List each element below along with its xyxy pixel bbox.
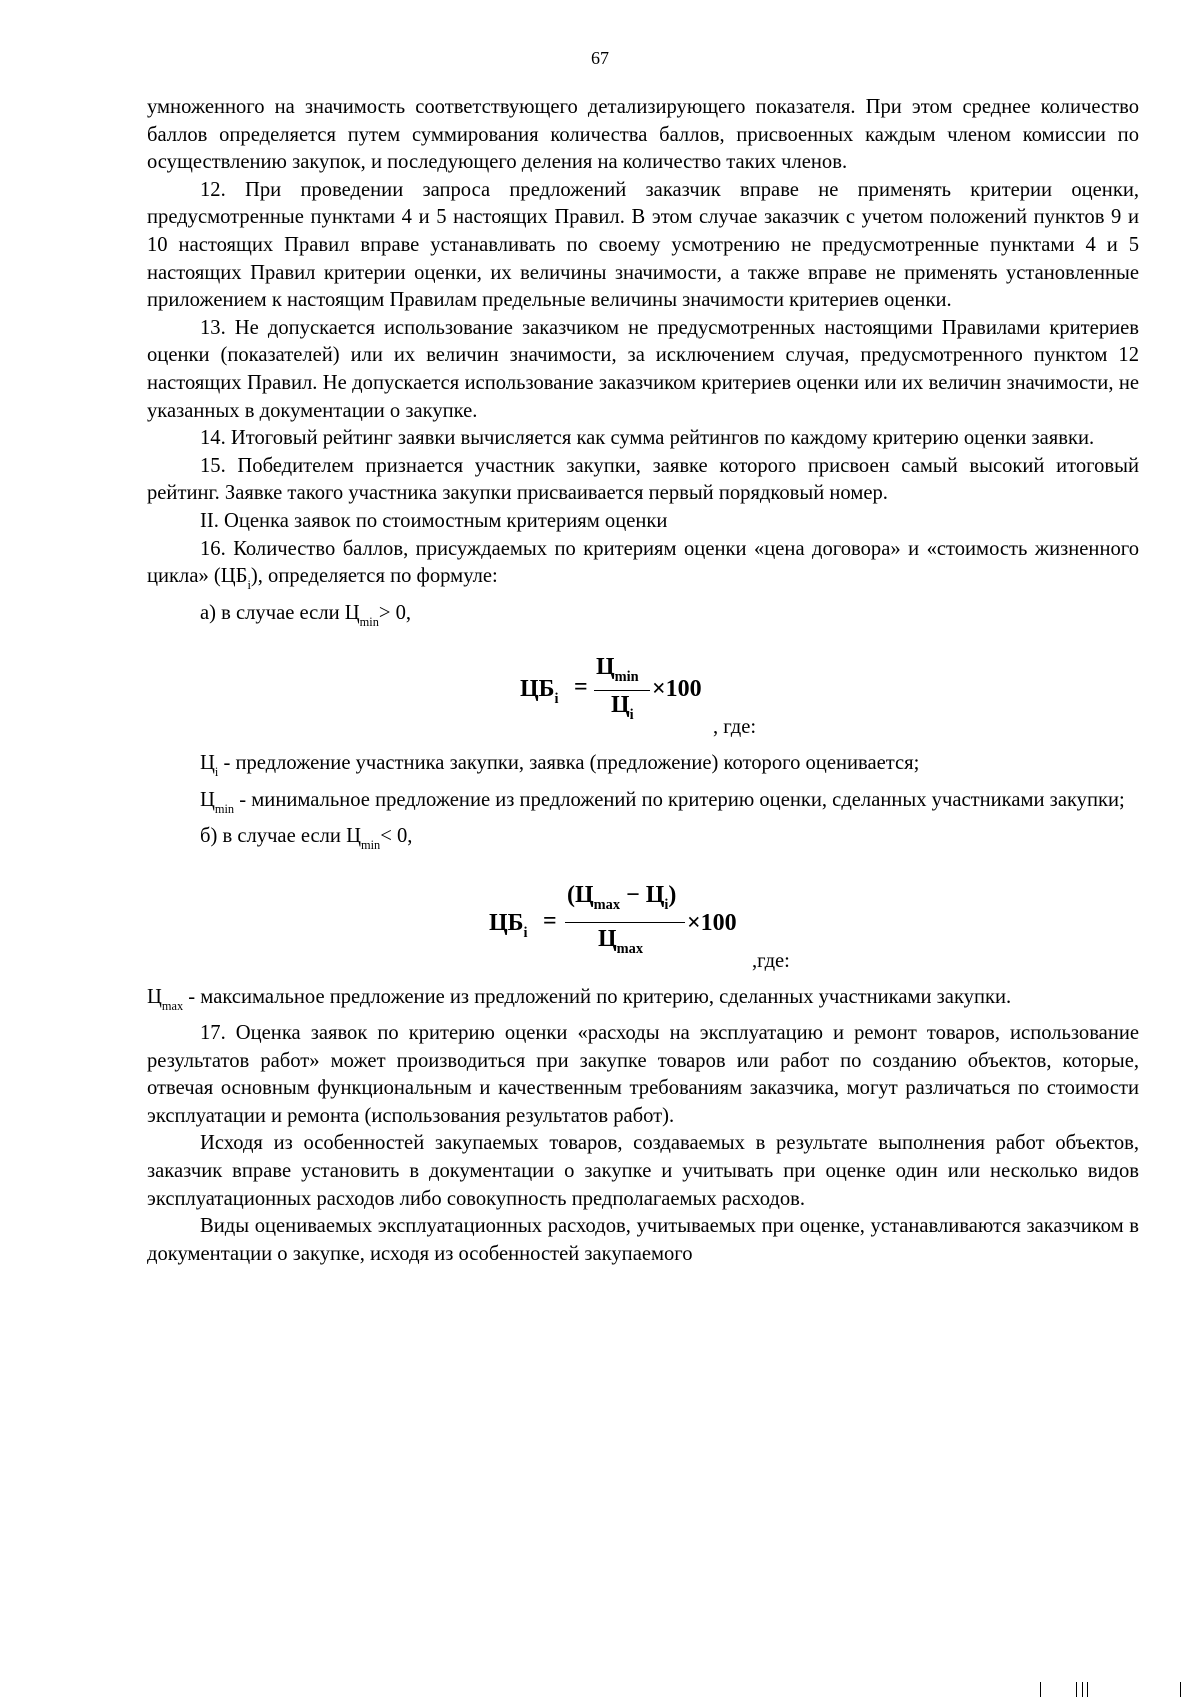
definition-c-max: $Ц_{max}$ - максимальное предложение из предложений по критерию, сделанных участниками закупки. bbox=[147, 985, 1012, 1013]
formula-1-denominator: $Ц_i$ bbox=[611, 692, 634, 723]
formula-2-lhs: $ЦБ_i$ bbox=[489, 909, 528, 941]
paragraph-15: 15. Победителем признается участник закупки, заявке которого присвоен самый высокий итоговый рейтинг. Заявке такого участника закупки присваивается первый порядковый номер. bbox=[147, 454, 1139, 505]
case-a-suffix: > 0, bbox=[378, 601, 412, 624]
definition-c-i: $Ц_i$ - предложение участника закупки, заявка (предложение) которого оценивается; bbox=[200, 752, 920, 779]
formula-2-eq: = bbox=[543, 907, 557, 934]
definition-c-min: $Ц_{min}$ - минимальное предложение из предложений по критерию оценки, сделанных участниками закупки; bbox=[200, 788, 1125, 816]
formula-2-where: ,где: bbox=[752, 949, 790, 972]
p16-text-a: 16. Количество баллов, присуждаемых по критериям оценки «цена договора» и «стоимость жизненного цикла» (ЦБ bbox=[147, 537, 1139, 588]
formula-1-where: , где: bbox=[713, 716, 757, 739]
case-a-prefix: а) в случае если Ц bbox=[200, 601, 360, 624]
paragraph-14: 14. Итоговый рейтинг заявки вычисляется как сумма рейтингов по каждому критерию оценки заявки. bbox=[200, 427, 1095, 450]
formula-1-multiplier: ×100 bbox=[652, 676, 702, 703]
paragraph-12: 12. При проведении запроса предложений заказчик вправе не применять критерии оценки, предусмотренные пунктами 4 и 5 настоящих Правил. В этом случае заказчик с учетом положений пунктов 9 и 10 настоящих Правил вправе устанавливать по своему усмотрению не предусмотренные пунктами 4 и 5 настоящих Правил критерии оценки, их величины значимости, а также вправе не применять установленные приложением к настоящим Правилам предельные величины значимости критериев оценки. bbox=[147, 178, 1139, 312]
paragraph-16 bbox=[147, 536, 1139, 600]
formula-2-fraction-bar bbox=[565, 922, 685, 923]
paragraph-17-cont-2: Виды оцениваемых эксплуатационных расходов, учитываемых при оценке, устанавливаются заказчиком в документации о закупке, исходя из особенностей закупаемого bbox=[147, 1215, 1139, 1265]
formula-1-numerator: $Ц_{min}$ bbox=[596, 654, 639, 685]
formula-2-denominator: $Ц_{max}$ bbox=[598, 925, 644, 957]
p16-sub-i: i bbox=[247, 577, 251, 592]
formula-2-numerator: $(Ц_{max} - Ц_i)$ bbox=[567, 881, 677, 913]
case-a bbox=[147, 600, 1139, 636]
case-b bbox=[147, 823, 1139, 859]
formula-1-eq: = bbox=[574, 674, 588, 701]
case-b-prefix: б) в случае если Ц bbox=[200, 825, 361, 848]
scan-edge-marks bbox=[1040, 1682, 1200, 1697]
formula-1-fraction-bar bbox=[594, 690, 650, 691]
paragraph-13: 13. Не допускается использование заказчиком не предусмотренных настоящими Правилами критериев оценки (показателей) или их величин значимости, за исключением случая, предусмотренного пунктом 12 настоящих Правил. Не допускается использование заказчиком критериев оценки или их величин значимости, не указанных в документации о закупке. bbox=[147, 316, 1139, 422]
paragraph-17-cont-1: Исходя из особенностей закупаемых товаров, создаваемых в результате выполнения работ объектов, заказчик вправе установить в документации о закупке и учитывать при оценке один или несколько видов эксплуатационных расходов либо совокупность предполагаемых расходов. bbox=[147, 1132, 1139, 1210]
formula-2-multiplier: ×100 bbox=[687, 909, 737, 936]
case-a-sub: min bbox=[359, 614, 379, 629]
document-body bbox=[147, 94, 1139, 1268]
p16-text-b: ), определяется по формуле: bbox=[250, 565, 498, 588]
formula-1 bbox=[147, 636, 1139, 744]
paragraph-continued: умноженного на значимость соответствующего детализирующего показателя. При этом среднее количество баллов определяется путем суммирования количества баллов, присвоенных каждым членом комиссии по осуществлению закупок, и последующего деления на количество таких членов. bbox=[147, 96, 1139, 174]
page-number: 67 bbox=[591, 48, 609, 68]
case-b-sub: min bbox=[360, 837, 381, 852]
formula-1-lhs: $ЦБ_i$ bbox=[520, 676, 559, 707]
case-b-suffix: < 0, bbox=[380, 825, 413, 848]
paragraph-17: 17. Оценка заявок по критерию оценки «расходы на эксплуатацию и ремонт товаров, использование результатов работ» может производиться при закупке товаров или работ по созданию объектов, которые, отвечая основным функциональным и качественным требованиям заказчика, могут различаться по стоимости эксплуатации и ремонта (использования результатов работ). bbox=[147, 1022, 1139, 1127]
section-heading: II. Оценка заявок по стоимостным критериям оценки bbox=[200, 509, 668, 532]
formula-2 bbox=[147, 860, 1139, 980]
